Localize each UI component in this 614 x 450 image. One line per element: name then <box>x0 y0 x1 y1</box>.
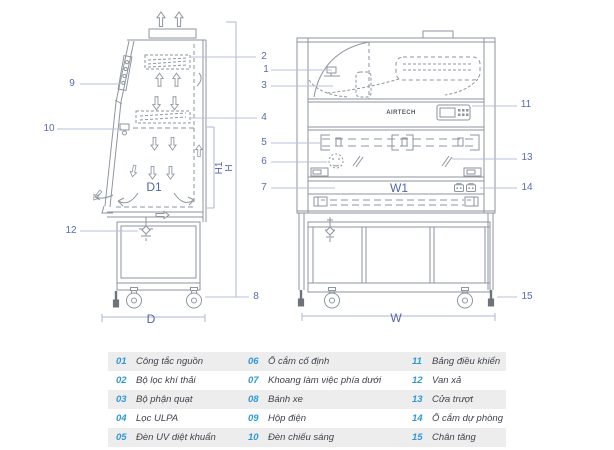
front-view <box>297 31 495 308</box>
spare-sockets <box>455 183 476 191</box>
legend-item-number: 14 <box>412 413 423 424</box>
ulpa-filter <box>136 111 190 123</box>
legend-item <box>240 375 404 386</box>
legend-item <box>240 356 404 367</box>
legend-row <box>108 390 506 409</box>
power-switch <box>324 67 340 76</box>
legend-row <box>108 352 506 371</box>
dim-label-w1: W1 <box>390 181 408 195</box>
legend-item-number: 06 <box>248 356 259 367</box>
callout-label-5: 5 <box>261 137 267 148</box>
dim-label-h1: H1 <box>214 161 225 175</box>
callout-label-15: 15 <box>521 291 533 302</box>
legend-item-label: Bộ phận quạt <box>136 394 193 405</box>
legend-item-label: Đèn chiếu sáng <box>268 432 335 443</box>
dim-label-h: H <box>224 164 235 172</box>
legend-item <box>108 375 240 386</box>
cabinet-stand <box>308 222 490 292</box>
legend-item <box>240 394 404 405</box>
legend-item <box>240 432 404 443</box>
legend-item-number: 05 <box>116 432 127 443</box>
legend-item-label: Ổ cắm cố định <box>268 356 330 367</box>
exhaust-filter <box>145 55 190 69</box>
legend-item-number: 02 <box>116 375 127 386</box>
legend-item <box>404 432 506 443</box>
legend-item <box>404 394 506 405</box>
legend-item-number: 08 <box>248 394 259 405</box>
legend-item-label: Công tắc nguồn <box>136 356 204 367</box>
legend-item-number: 09 <box>248 413 259 424</box>
stand-legs <box>299 213 493 290</box>
callout-label-8: 8 <box>253 291 259 302</box>
damper-flap <box>197 73 201 86</box>
callout-label-1: 1 <box>263 64 269 75</box>
legend-row <box>108 428 506 447</box>
dimension-H <box>226 22 236 297</box>
dim-label-d1: D1 <box>146 180 162 194</box>
legend-item-label: Khoang làm việc phía dưới <box>268 375 382 386</box>
exhaust-collar <box>423 31 453 38</box>
exhaust-filter-box <box>327 57 480 95</box>
legend-item <box>240 413 404 424</box>
callout-label-4: 4 <box>261 112 267 123</box>
legend-item-number: 01 <box>116 356 127 367</box>
callout-label-14: 14 <box>521 182 533 193</box>
legend-item <box>108 356 240 367</box>
legend-item <box>404 356 506 367</box>
legend-item-number: 03 <box>116 394 127 405</box>
legend-item-label: Hộp điện <box>268 413 307 424</box>
brand-logo-text: AIRTECH <box>386 110 416 116</box>
legend-item-number: 15 <box>412 432 423 443</box>
legend-item-label: Ổ cắm dự phòng <box>432 413 503 424</box>
callout-label-11: 11 <box>520 99 532 110</box>
leveling-foot-icon <box>113 291 119 308</box>
legend-item-number: 12 <box>412 375 423 386</box>
legend-item-label: Van xả <box>432 375 462 386</box>
control-panel <box>437 105 470 120</box>
callout-label-13: 13 <box>521 152 533 163</box>
support-stand <box>117 222 200 290</box>
legend-item-number: 11 <box>412 356 422 367</box>
fixed-socket <box>329 154 343 168</box>
dim-label-w: W <box>390 311 402 325</box>
legend-item-label: Đèn UV diệt khuẩn <box>136 432 216 443</box>
dim-label-d: D <box>146 312 156 326</box>
legend-item-label: Chân tăng <box>432 432 476 443</box>
exhaust-collar <box>149 29 196 38</box>
drain-valve <box>139 217 153 241</box>
callout-label-12: 12 <box>65 225 77 236</box>
legend-item-number: 07 <box>248 375 259 386</box>
callout-label-10: 10 <box>43 123 55 134</box>
side-view <box>91 12 206 308</box>
counter-top <box>107 212 203 219</box>
legend-item <box>404 413 506 424</box>
front-grille <box>314 197 478 206</box>
uv-lamp-row <box>321 135 479 150</box>
legend-item-number: 10 <box>248 432 259 443</box>
caster-wheel-icon <box>325 288 473 309</box>
callout-label-9: 9 <box>69 78 75 89</box>
callout-label-6: 6 <box>261 156 267 167</box>
exhaust-airflow-arrows-icon <box>157 12 183 27</box>
legend-item-label: Cửa trượt <box>432 394 474 405</box>
legend-row <box>108 409 506 428</box>
legend-row <box>108 371 506 390</box>
caster-wheel-icon <box>127 288 202 309</box>
legend-item-label: Lọc ULPA <box>136 413 179 424</box>
legend <box>108 352 506 447</box>
legend-item-number: 13 <box>412 394 423 405</box>
legend-item-label: Bánh xe <box>268 394 303 405</box>
legend-item <box>108 413 240 424</box>
legend-item-label: Bảng điều khiển <box>432 356 501 367</box>
legend-item <box>108 432 240 443</box>
drain-valve <box>325 217 335 242</box>
callout-label-7: 7 <box>261 182 267 193</box>
legend-item-label: Bộ lọc khí thải <box>136 375 196 386</box>
callout-label-3: 3 <box>261 80 267 91</box>
legend-item-number: 04 <box>116 413 127 424</box>
callout-label-2: 2 <box>261 51 267 62</box>
legend-item <box>108 394 240 405</box>
dimension-H1 <box>207 127 214 208</box>
legend-item <box>404 375 506 386</box>
